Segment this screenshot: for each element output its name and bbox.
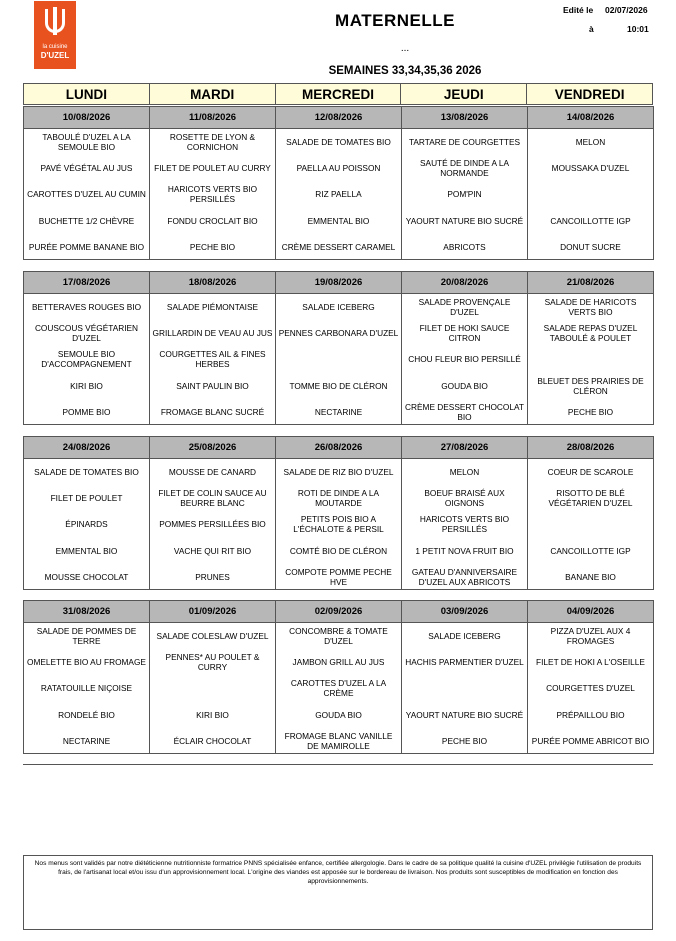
menu-item: NECTARINE — [276, 399, 402, 425]
menu-row — [24, 346, 654, 372]
menu-item: BETTERAVES ROUGES BIO — [24, 294, 150, 320]
menu-item: MELON — [402, 459, 528, 485]
menu-item: SALADE DE RIZ BIO D'UZEL — [276, 459, 402, 485]
date-cell: 04/09/2026 — [528, 601, 654, 623]
menu-item: RATATOUILLE NIÇOISE — [24, 675, 150, 701]
menu-item — [528, 511, 654, 537]
menu-item: COMPOTE POMME PECHE HVE — [276, 564, 402, 590]
date-cell: 31/08/2026 — [24, 601, 150, 623]
day-header: LUNDI — [24, 84, 150, 105]
menu-item: MELON — [528, 129, 654, 155]
week-table — [23, 436, 654, 590]
date-row — [24, 601, 654, 623]
menu-item: HARICOTS VERTS BIO PERSILLÉS — [150, 181, 276, 207]
menu-item: BUCHETTE 1/2 CHÈVRE — [24, 207, 150, 233]
menu-item: POMME BIO — [24, 399, 150, 425]
menu-item: SALADE PROVENÇALE D'UZEL — [402, 294, 528, 320]
date-cell: 01/09/2026 — [150, 601, 276, 623]
menu-item: NECTARINE — [24, 728, 150, 754]
bottom-rule — [23, 764, 653, 765]
menu-row — [24, 320, 654, 346]
menu-item: FROMAGE BLANC SUCRÉ — [150, 399, 276, 425]
menu-item — [402, 675, 528, 701]
menu-item — [150, 675, 276, 701]
menu-item: FROMAGE BLANC VANILLE DE MAMIROLLE — [276, 728, 402, 754]
menu-item: KIRI BIO — [150, 701, 276, 727]
menu-item: CANCOILLOTTE IGP — [528, 207, 654, 233]
menu-item: PIZZA D'UZEL AUX 4 FROMAGES — [528, 623, 654, 649]
menu-item: DONUT SUCRE — [528, 234, 654, 260]
menu-row — [24, 537, 654, 563]
menu-item: OMELETTE BIO AU FROMAGE — [24, 649, 150, 675]
menu-item: COUSCOUS VÉGÉTARIEN D'UZEL — [24, 320, 150, 346]
date-cell: 26/08/2026 — [276, 437, 402, 459]
menu-row — [24, 372, 654, 398]
menu-item: CANCOILLOTTE IGP — [528, 537, 654, 563]
menu-item: PENNES* AU POULET & CURRY — [150, 649, 276, 675]
menu-item: FILET DE HOKI SAUCE CITRON — [402, 320, 528, 346]
menu-row — [24, 399, 654, 425]
menu-item: CRÈME DESSERT CHOCOLAT BIO — [402, 399, 528, 425]
menu-item: PRÉPAILLOU BIO — [528, 701, 654, 727]
menu-item: GATEAU D'ANNIVERSAIRE D'UZEL AUX ABRICOTS — [402, 564, 528, 590]
menu-item: PENNES CARBONARA D'UZEL — [276, 320, 402, 346]
date-cell: 03/09/2026 — [402, 601, 528, 623]
menu-item: ÉPINARDS — [24, 511, 150, 537]
fork-logo-icon — [34, 7, 76, 37]
menu-item: 1 PETIT NOVA FRUIT BIO — [402, 537, 528, 563]
date-cell: 27/08/2026 — [402, 437, 528, 459]
menu-item: BANANE BIO — [528, 564, 654, 590]
menu-item: PAVÉ VÉGÉTAL AU JUS — [24, 155, 150, 181]
day-header-row — [23, 83, 653, 105]
menu-item: FILET DE POULET AU CURRY — [150, 155, 276, 181]
menu-item: SALADE COLESLAW D'UZEL — [150, 623, 276, 649]
day-header: MERCREDI — [275, 84, 401, 105]
footer-note: Nos menus sont validés par notre diététicienne nutritionniste formatrice PNNS spécialisée enfance, certifiée allergologie. Dans le cadre de sa politique qualité la cuisine d'UZEL privilégie l'utilisation de produits frais, de l'artisanat local et/ou issu d'un approvisionnement local. L'origine des viandes est apposée sur le bordereau de livraison. Nos produits sont susceptibles de modification en fonction des approvisionnements. — [23, 855, 653, 930]
menu-item: MOUSSE CHOCOLAT — [24, 564, 150, 590]
menu-item: SALADE REPAS D'UZEL TABOULÉ & POULET — [528, 320, 654, 346]
menu-item: SALADE DE TOMATES BIO — [276, 129, 402, 155]
date-cell: 13/08/2026 — [402, 107, 528, 129]
menu-item: GOUDA BIO — [276, 701, 402, 727]
menu-item — [528, 346, 654, 372]
edited-time: 10:01 — [627, 24, 649, 34]
menu-item: FONDU CROCLAIT BIO — [150, 207, 276, 233]
menu-item: KIRI BIO — [24, 372, 150, 398]
menu-item: YAOURT NATURE BIO SUCRÉ — [402, 207, 528, 233]
menu-row — [24, 485, 654, 511]
menu-row — [24, 129, 654, 155]
menu-item: FILET DE POULET — [24, 485, 150, 511]
menu-item: COURGETTES D'UZEL — [528, 675, 654, 701]
menu-row — [24, 234, 654, 260]
date-cell: 18/08/2026 — [150, 272, 276, 294]
menu-item: CRÈME DESSERT CARAMEL — [276, 234, 402, 260]
menu-item: ROSETTE DE LYON & CORNICHON — [150, 129, 276, 155]
menu-item: RIZ PAELLA — [276, 181, 402, 207]
menu-item: SALADE ICEBERG — [402, 623, 528, 649]
menu-item: JAMBON GRILL AU JUS — [276, 649, 402, 675]
menu-item: MOUSSAKA D'UZEL — [528, 155, 654, 181]
menu-item: BLEUET DES PRAIRIES DE CLÉRON — [528, 372, 654, 398]
menu-item: PECHE BIO — [528, 399, 654, 425]
menu-row — [24, 564, 654, 590]
menu-item: YAOURT NATURE BIO SUCRÉ — [402, 701, 528, 727]
menu-item: SAINT PAULIN BIO — [150, 372, 276, 398]
menu-item: CHOU FLEUR BIO PERSILLÉ — [402, 346, 528, 372]
menu-item: POMMES PERSILLÉES BIO — [150, 511, 276, 537]
menu-item: TARTARE DE COURGETTES — [402, 129, 528, 155]
menu-item: RISOTTO DE BLÉ VÉGÉTARIEN D'UZEL — [528, 485, 654, 511]
date-cell: 14/08/2026 — [528, 107, 654, 129]
menu-item: HARICOTS VERTS BIO PERSILLÉS — [402, 511, 528, 537]
menu-item: EMMENTAL BIO — [24, 537, 150, 563]
menu-item: COMTÉ BIO DE CLÉRON — [276, 537, 402, 563]
menu-item: SALADE PIÉMONTAISE — [150, 294, 276, 320]
date-cell: 10/08/2026 — [24, 107, 150, 129]
menu-item: ABRICOTS — [402, 234, 528, 260]
menu-item: SALADE DE HARICOTS VERTS BIO — [528, 294, 654, 320]
menu-item: FILET DE COLIN SAUCE AU BEURRE BLANC — [150, 485, 276, 511]
menu-item: TABOULÉ D'UZEL A LA SEMOULE BIO — [24, 129, 150, 155]
menu-item: CONCOMBRE & TOMATE D'UZEL — [276, 623, 402, 649]
menu-item: RONDELÉ BIO — [24, 701, 150, 727]
logo-text-line2: D'UZEL — [40, 51, 70, 60]
week-table — [23, 271, 654, 425]
day-header: JEUDI — [401, 84, 527, 105]
menu-item: PECHE BIO — [150, 234, 276, 260]
menu-item: PURÉE POMME BANANE BIO — [24, 234, 150, 260]
menu-item: SALADE DE TOMATES BIO — [24, 459, 150, 485]
menu-row — [24, 649, 654, 675]
menu-item: CAROTTES D'UZEL AU CUMIN — [24, 181, 150, 207]
menu-row — [24, 181, 654, 207]
page-title: MATERNELLE — [335, 11, 455, 30]
date-cell: 12/08/2026 — [276, 107, 402, 129]
menu-row — [24, 728, 654, 754]
menu-item: EMMENTAL BIO — [276, 207, 402, 233]
menu-item: FILET DE HOKI A L'OSEILLE — [528, 649, 654, 675]
menu-item: PRUNES — [150, 564, 276, 590]
menu-row — [24, 459, 654, 485]
menu-item — [276, 346, 402, 372]
menu-row — [24, 701, 654, 727]
menu-row — [24, 294, 654, 320]
menu-item: VACHE QUI RIT BIO — [150, 537, 276, 563]
date-cell: 17/08/2026 — [24, 272, 150, 294]
menu-item: PETITS POIS BIO A L'ÉCHALOTE & PERSIL — [276, 511, 402, 537]
date-row — [24, 107, 654, 129]
menu-item: SEMOULE BIO D'ACCOMPAGNEMENT — [24, 346, 150, 372]
date-cell: 28/08/2026 — [528, 437, 654, 459]
menu-item: COEUR DE SCAROLE — [528, 459, 654, 485]
menu-item: POM'PIN — [402, 181, 528, 207]
menu-item: COURGETTES AIL & FINES HERBES — [150, 346, 276, 372]
menu-item: CAROTTES D'UZEL A LA CRÈME — [276, 675, 402, 701]
menu-item: SAUTÉ DE DINDE A LA NORMANDE — [402, 155, 528, 181]
menu-item: BOEUF BRAISÉ AUX OIGNONS — [402, 485, 528, 511]
logo — [34, 1, 76, 69]
edited-date: 02/07/2026 — [605, 5, 648, 15]
menu-item: PURÉE POMME ABRICOT BIO — [528, 728, 654, 754]
date-cell: 02/09/2026 — [276, 601, 402, 623]
edited-label: Edité le — [563, 5, 594, 15]
week-table — [23, 600, 654, 754]
date-cell: 11/08/2026 — [150, 107, 276, 129]
menu-row — [24, 623, 654, 649]
menu-item — [528, 181, 654, 207]
logo-text-line1: la cuisine — [42, 44, 68, 50]
menu-item: ROTI DE DINDE A LA MOUTARDE — [276, 485, 402, 511]
menu-row — [24, 207, 654, 233]
week-table — [23, 106, 654, 260]
menu-item: PECHE BIO — [402, 728, 528, 754]
menu-item: GOUDA BIO — [402, 372, 528, 398]
menu-item: TOMME BIO DE CLÉRON — [276, 372, 402, 398]
date-row — [24, 437, 654, 459]
date-cell: 24/08/2026 — [24, 437, 150, 459]
menu-item: ÉCLAIR CHOCOLAT — [150, 728, 276, 754]
at-label: à — [589, 24, 594, 34]
date-row — [24, 272, 654, 294]
menu-item: GRILLARDIN DE VEAU AU JUS — [150, 320, 276, 346]
date-cell: 25/08/2026 — [150, 437, 276, 459]
page-subtitle: ... — [400, 43, 410, 54]
date-cell: 19/08/2026 — [276, 272, 402, 294]
menu-row — [24, 155, 654, 181]
menu-row — [24, 675, 654, 701]
date-cell: 21/08/2026 — [528, 272, 654, 294]
menu-item: PAELLA AU POISSON — [276, 155, 402, 181]
day-header: MARDI — [149, 84, 275, 105]
menu-item: MOUSSE DE CANARD — [150, 459, 276, 485]
menu-item: SALADE ICEBERG — [276, 294, 402, 320]
menu-item: HACHIS PARMENTIER D'UZEL — [402, 649, 528, 675]
menu-item: SALADE DE POMMES DE TERRE — [24, 623, 150, 649]
date-cell: 20/08/2026 — [402, 272, 528, 294]
day-header: VENDREDI — [527, 84, 653, 105]
weeks-label: SEMAINES 33,34,35,36 2026 — [328, 65, 482, 77]
menu-row — [24, 511, 654, 537]
